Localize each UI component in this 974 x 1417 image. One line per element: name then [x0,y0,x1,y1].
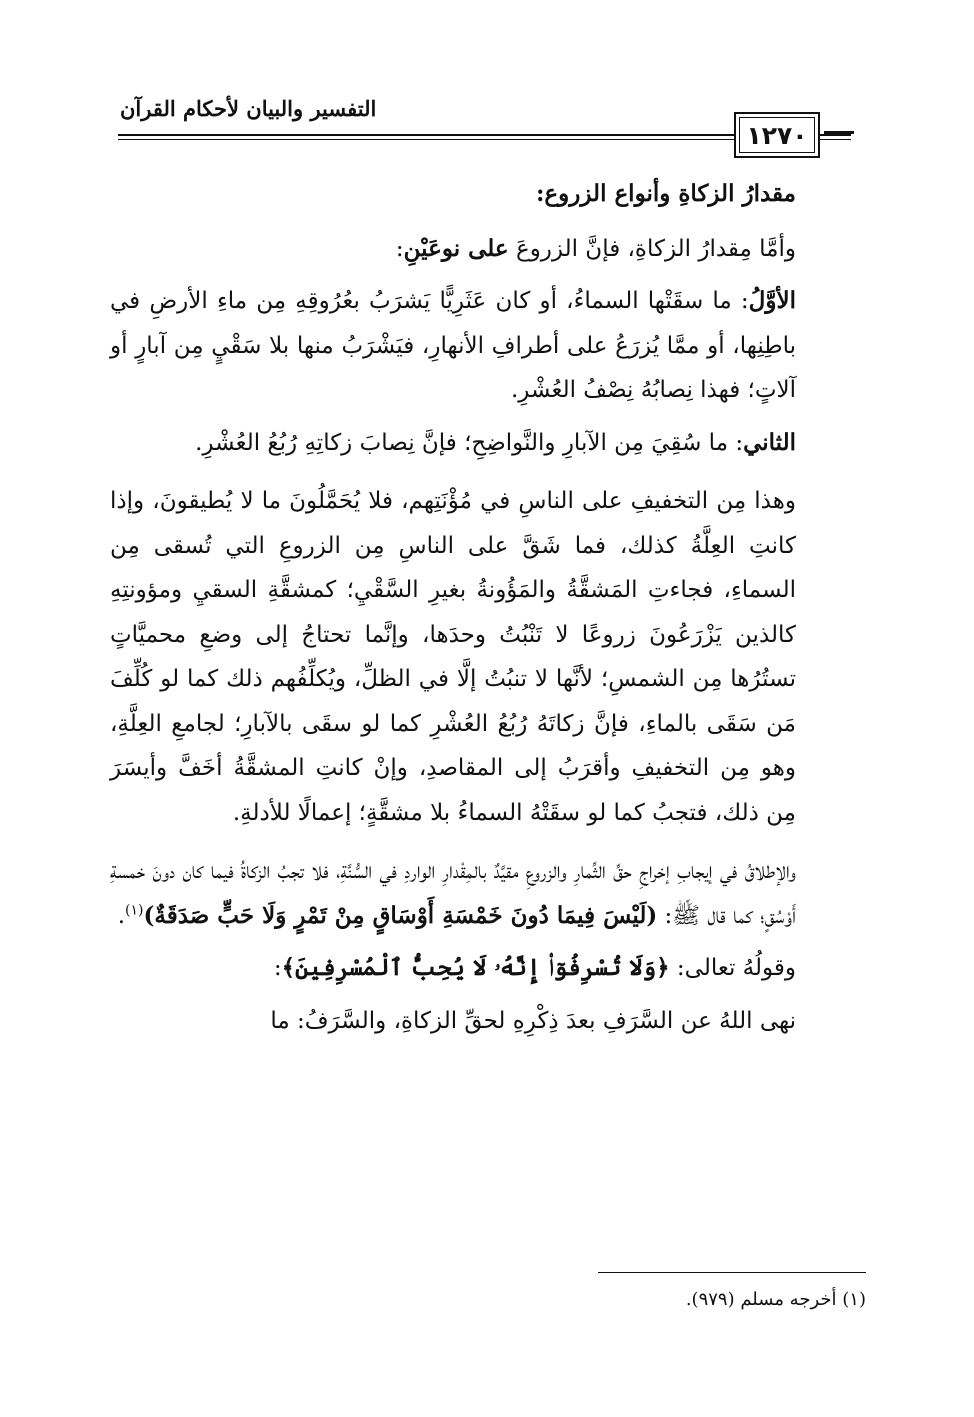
nisab-text: والإطلاقُ في إيجابِ إخراجِ حقِّ الثِّمارِ والزروعِ مقيَّدٌ بالمِقْدارِ الواردِ في السُّنَّةِ، فلا تجبُ الزكاةُ فيما كان دونَ خمسةِ أَوْسُقٍ؛ كما قال ﷺ: [110,858,796,929]
verse-intro: وقولُهُ تعالى: [669,955,796,981]
footnote-marker[interactable]: (١) [125,901,144,918]
footnote-number: (١) [842,1289,866,1310]
paragraph-first-type [110,279,796,413]
paragraph-verse [110,946,796,991]
intro-text: وأمَّا مِقدارُ الزكاةِ، فإنَّ الزروعَ [508,235,796,262]
quran-verse: ﴿وَلَا تُسْرِفُوٓا۟ إِنَّهُۥ لَا يُحِبُّ ٱلْمُسْرِفِينَ﴾ [281,954,670,981]
paragraph-second-type [110,421,796,466]
paragraph-nisab [110,849,796,938]
header-dash [824,131,854,134]
intro-end: : [395,235,404,262]
page-number: ١٢٧٠ [746,120,808,150]
second-type-label: الثاني [743,428,796,456]
nisab-end: . [117,902,126,929]
footnote [560,1285,866,1315]
footnote-text: أخرجه مسلم (٩٧٩). [685,1289,837,1310]
page-number-box [734,112,820,158]
paragraph-intro [110,227,796,272]
hadith-quote: (لَيْسَ فِيمَا دُونَ خَمْسَةِ أَوْسَاقٍ مِنْ تَمْرٍ وَلَا حَبٍّ صَدَقَةٌ) [143,901,658,929]
main-text [110,172,796,1043]
first-type-text: : ما سقَتْها السماءُ، أو كان عَثَرِيًّا يَشرَبُ بعُرُوقِهِ مِن ماءِ الأرضِ في باطِنِها، أو ممَّا يُزرَعُ على أطرافِ الأنهارِ، فيَشْرَبُ منها بلا سَقْيٍ مِن آبارٍ أو آلاتٍ؛ فهذا نِصابُهُ نِصْفُ العُشْرِ. [110,288,796,403]
running-title: التفسير والبيان لأحكام القرآن [116,96,384,121]
second-type-text: : ما سُقِيَ مِن الآبارِ والنَّواضِحِ؛ فإنَّ نِصابَ زكاتِهِ رُبُعُ العُشْرِ. [195,429,744,456]
first-type-label: الأوَّلُ [748,287,796,314]
intro-bold: على نوعَيْنِ [403,234,509,262]
paragraph-israf: نهى اللهُ عن السَّرَفِ بعدَ ذِكْرِهِ لحقِّ الزكاةِ، والسَّرَفُ: ما [270,1007,796,1034]
paragraph-reasoning: وهذا مِن التخفيفِ على الناسِ في مُؤْنَتِهم، فلا يُحَمَّلُونَ ما لا يُطيقونَ، وإذا كانتِ العِلَّةُ كذلك، فما شَقَّ على الناسِ مِن الزروعِ التي تُسقى مِن السماءِ، فجاءتِ المَشقَّةُ والمَؤُونةُ بغيرِ السَّقْيِ؛ كمشقَّةِ السقيِ ومؤونتِهِ كالذين يَزْرَعُونَ زروعًا لا تَنْبُتُ وحدَها، وإنَّما تحتاجُ إلى وضعِ محميَّاتٍ تستُرُها مِن الشمسِ؛ لأنَّها لا تنبُتُ إلَّا في الظلِّ، ويُكلِّفُهم ذلك كما لو كُلِّفَ مَن سَقَى بالماءِ، فإنَّ زكاتَهُ رُبُعُ العُشْرِ كما لو سقَى بالآبارِ؛ لجامعِ العِلَّةِ، وهو مِن التخفيفِ وأقرَبُ إلى المقاصدِ، وإنْ كانتِ المشقَّةُ أخَفَّ وأيسَرَ مِن ذلك، فتجبُ كما لو سقَتْهُ السماءُ بلا مشقَّةٍ؛ إعمالًا للأدلةِ. [110,488,796,826]
section-heading: مقدارُ الزكاةِ وأنواع الزروع: [535,180,796,207]
footnote-rule [598,1272,866,1273]
verse-end: : [273,955,282,981]
